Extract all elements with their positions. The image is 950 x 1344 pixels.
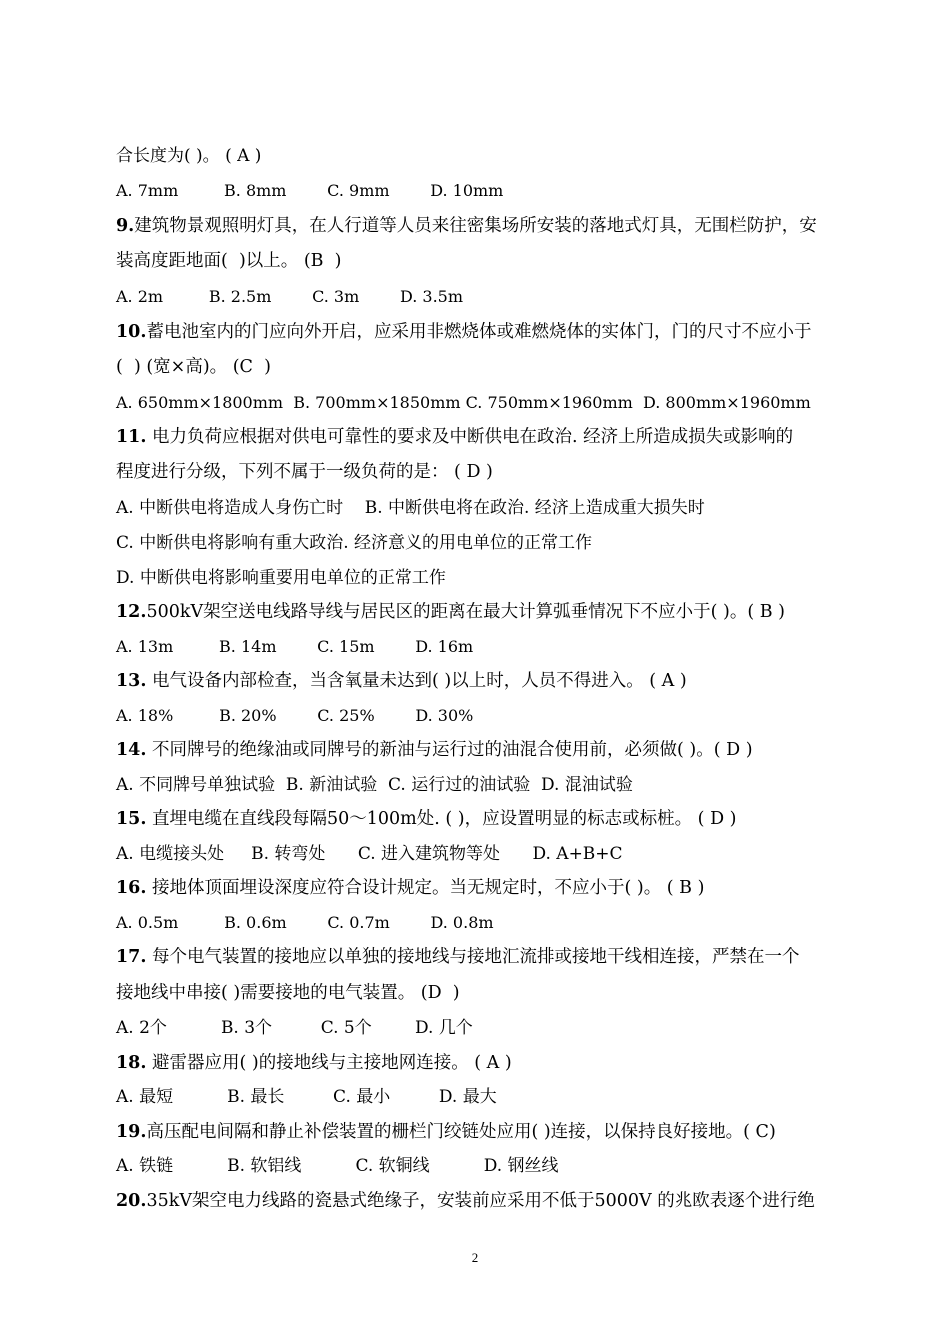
text-line: 装高度距地面( )以上。 (B ) <box>116 251 342 271</box>
option-line: A. 最短 B. 最长 C. 最小 D. 最大 <box>116 1087 497 1107</box>
option-line: A. 13m B. 14m C. 15m D. 16m <box>116 637 474 656</box>
option-line: C. 中断供电将影响有重大政治. 经济意义的用电单位的正常工作 <box>116 533 593 553</box>
option-line: A. 电缆接头处 B. 转弯处 C. 进入建筑物等处 D. A+B+C <box>116 844 623 864</box>
question-line: 9.建筑物景观照明灯具，在人行道等人员来往密集场所安装的落地式灯具，无围栏防护，安 <box>116 216 817 236</box>
question-line: 19.高压配电间隔和静止补偿装置的栅栏门绞链处应用( )连接，以保持良好接地。( C) <box>116 1122 776 1142</box>
option-line: A. 18% B. 20% C. 25% D. 30% <box>116 706 474 725</box>
text-line: 接地线中串接( )需要接地的电气装置。 (D ) <box>116 983 460 1003</box>
question-line: 17. 每个电气装置的接地应以单独的接地线与接地汇流排或接地干线相连接，严禁在一个 <box>116 947 800 967</box>
question-line: 12.500kV架空送电线路导线与居民区的距离在最大计算弧垂情况下不应小于( )。( B ) <box>116 602 785 622</box>
text-line: 程度进行分级，下列不属于一级负荷的是： ( D ) <box>116 462 493 482</box>
option-line: A. 650mm×1800mm B. 700mm×1850mm C. 750mm×1960mm D. 800mm×1960mm <box>116 393 811 412</box>
text-line: ( ) (宽×高)。 (C ) <box>116 357 271 377</box>
option-line: A. 0.5m B. 0.6m C. 0.7m D. 0.8m <box>116 913 494 932</box>
page-number: 2 <box>471 1250 479 1265</box>
question-line: 20.35kV架空电力线路的瓷悬式绝缘子，安装前应采用不低于5000V 的兆欧表逐个进行绝 <box>116 1191 815 1211</box>
text-line: 合长度为( )。 ( A ) <box>116 146 262 166</box>
question-line: 14. 不同牌号的绝缘油或同牌号的新油与运行过的油混合使用前，必须做( )。( D ) <box>116 740 753 760</box>
option-line: A. 7mm B. 8mm C. 9mm D. 10mm <box>116 181 504 200</box>
question-line: 11. 电力负荷应根据对供电可靠性的要求及中断供电在政治. 经济上所造成损失或影响的 <box>116 427 794 447</box>
question-line: 10.蓄电池室内的门应向外开启，应采用非燃烧体或难燃烧体的实体门，门的尺寸不应小于 <box>116 322 812 342</box>
option-line: A. 2个 B. 3个 C. 5个 D. 几个 <box>116 1018 473 1038</box>
question-line: 16. 接地体顶面埋设深度应符合设计规定。当无规定时，不应小于( )。 ( B ) <box>116 878 705 898</box>
option-line: A. 中断供电将造成人身伤亡时 B. 中断供电将在政治. 经济上造成重大损失时 <box>116 498 705 518</box>
option-line: A. 不同牌号单独试验 B. 新油试验 C. 运行过的油试验 D. 混油试验 <box>116 775 633 795</box>
option-line: A. 2m B. 2.5m C. 3m D. 3.5m <box>116 287 464 306</box>
question-line: 18. 避雷器应用( )的接地线与主接地网连接。 ( A ) <box>116 1053 512 1073</box>
option-line: A. 铁链 B. 软铝线 C. 软铜线 D. 钢丝线 <box>116 1156 559 1176</box>
question-line: 13. 电气设备内部检查，当含氧量未达到( )以上时，人员不得进入。 ( A ) <box>116 671 687 691</box>
option-line: D. 中断供电将影响重要用电单位的正常工作 <box>116 568 446 588</box>
question-line: 15. 直埋电缆在直线段每隔50～100m处. ( )，应设置明显的标志或标桩。 ( D ) <box>116 809 737 829</box>
